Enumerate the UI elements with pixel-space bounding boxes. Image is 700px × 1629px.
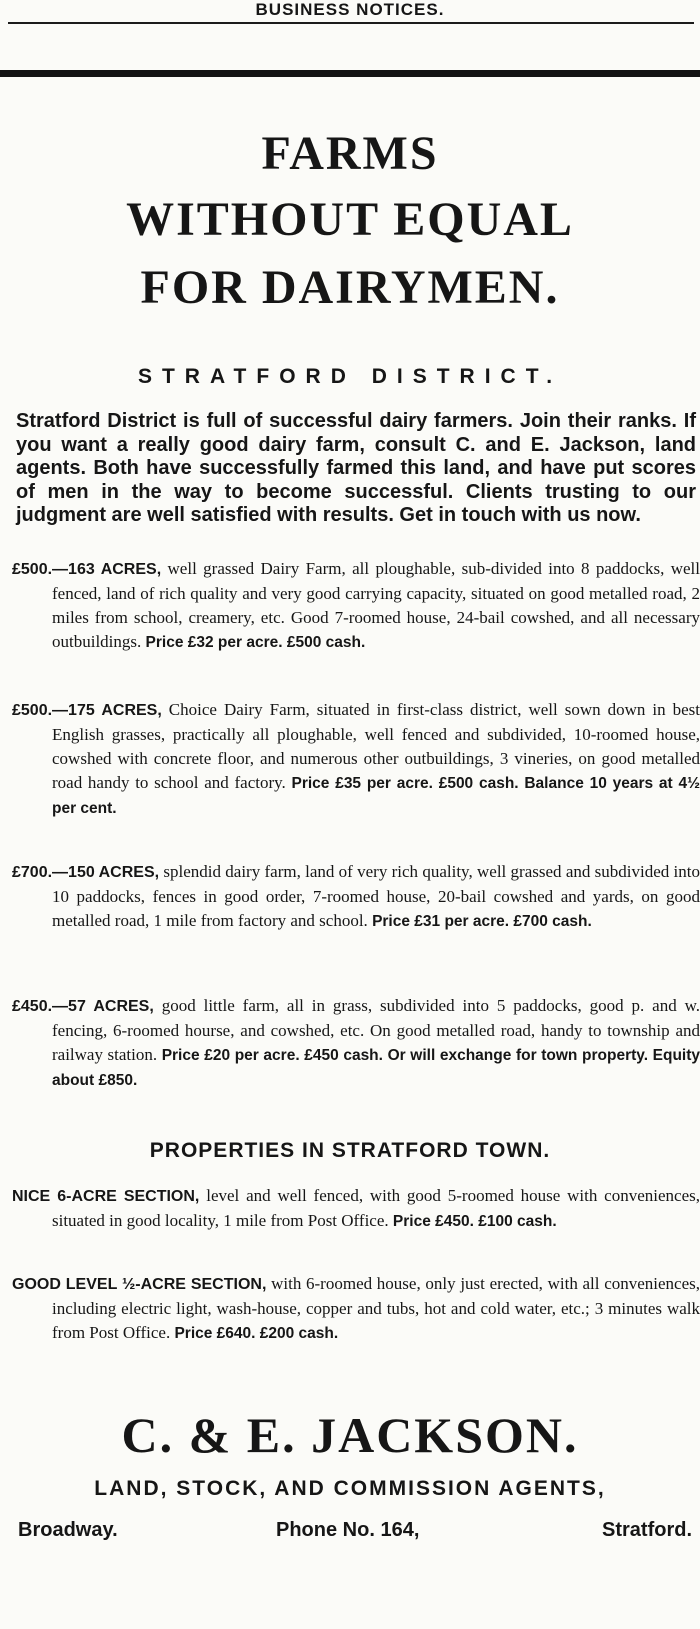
listing-body: well grassed Dairy Farm, all ploughable, sub-divided into 8 paddocks, well fenced, land of rich quality and very good carrying capacity, situated on good metalled road, 2 miles from school, creamery, etc. Good 7-roomed house, 24-bail cowshed, and all necessary outbuildings. bbox=[52, 559, 700, 651]
section-header: BUSINESS NOTICES. bbox=[255, 0, 445, 19]
thick-divider bbox=[0, 70, 700, 77]
firm-phone: Phone No. 164, bbox=[276, 1519, 420, 1541]
listing-body: good little farm, all in grass, subdivided into 5 paddocks, good p. and w. fencing, 6-roomed hourse, and cowshed, etc. On good metalled road, handy to township and railway station. bbox=[52, 996, 700, 1064]
district-heading: STRATFORD DISTRICT. bbox=[137, 365, 563, 388]
listing-lead: £500.—163 ACRES, bbox=[12, 561, 162, 578]
listing-lead: NICE 6-ACRE SECTION, bbox=[12, 1188, 200, 1205]
farm-listing bbox=[12, 698, 700, 821]
listing-terms: Price £35 per acre. £500 cash. Balance 10 years at 4½ per cent. bbox=[52, 775, 700, 817]
listing-body: with 6-roomed house, only just erected, with all conveniences, including electric light, wash-house, copper and tubs, hot and cold water, etc.; 3 minutes walk from Post Office. bbox=[52, 1274, 700, 1342]
firm-address: Broadway. bbox=[18, 1519, 118, 1541]
listing-terms: Price £31 per acre. £700 cash. bbox=[372, 913, 592, 930]
listing-lead: £500.—175 ACRES, bbox=[12, 702, 162, 719]
headline-line-2: WITHOUT EQUAL bbox=[126, 193, 574, 246]
intro-paragraph: Stratford District is full of successful dairy farmers. Join their ranks. If you want a really good dairy farm, consult C. and E. Jackson, land agents. Both have successfully farmed this land, and have put scores of men in the way to become successful. Clients trusting to our judgment are well satisfied with results. Get in touch with us now. bbox=[16, 410, 696, 526]
farm-listing bbox=[12, 557, 700, 655]
listing-lead: GOOD LEVEL ½-ACRE SECTION, bbox=[12, 1276, 267, 1293]
listing-lead: £700.—150 ACRES, bbox=[12, 864, 160, 881]
listing-lead: £450.—57 ACRES, bbox=[12, 998, 154, 1015]
listing-body: level and well fenced, with good 5-roomed house with conveniences, situated in good locality, 1 mile from Post Office. bbox=[52, 1186, 700, 1230]
farm-listing bbox=[12, 860, 700, 934]
listing-terms: Price £450. £100 cash. bbox=[392, 1213, 557, 1230]
town-properties-heading: PROPERTIES IN STRATFORD TOWN. bbox=[149, 1139, 551, 1162]
headline-line-1: FARMS bbox=[261, 127, 439, 180]
listing-terms: Price £32 per acre. £500 cash. bbox=[145, 634, 366, 651]
listing-body: Choice Dairy Farm, situated in first-class district, well sown down in best English grasses, practically all ploughable, well fenced and subdivided, 10-roomed house, cowshed with concrete floor, and numerous other outbuildings, 3 vineries, on good metalled road handy to school and factory. bbox=[52, 700, 700, 792]
firm-name: C. & E. JACKSON. bbox=[121, 1407, 579, 1463]
farm-listing bbox=[12, 994, 700, 1093]
listing-terms: Price £640. £200 cash. bbox=[174, 1325, 339, 1342]
listing-body: splendid dairy farm, land of very rich quality, well grassed and subdivided into 10 paddocks, fences in good order, 7-roomed house, 20-bail cowshed and yards, on good metalled road, 1 mile from factory and school. bbox=[52, 862, 700, 930]
listing-terms: Price £20 per acre. £450 cash. Or will exchange for town property. Equity about £850. bbox=[52, 1047, 700, 1089]
headline-line-3: FOR DAIRYMEN. bbox=[140, 261, 560, 314]
firm-description: LAND, STOCK, AND COMMISSION AGENTS, bbox=[94, 1477, 606, 1500]
town-listing bbox=[12, 1272, 700, 1346]
contact-footer bbox=[18, 1516, 692, 1544]
header-rule bbox=[8, 22, 694, 24]
firm-town: Stratford. bbox=[602, 1519, 692, 1541]
town-listing bbox=[12, 1184, 700, 1234]
